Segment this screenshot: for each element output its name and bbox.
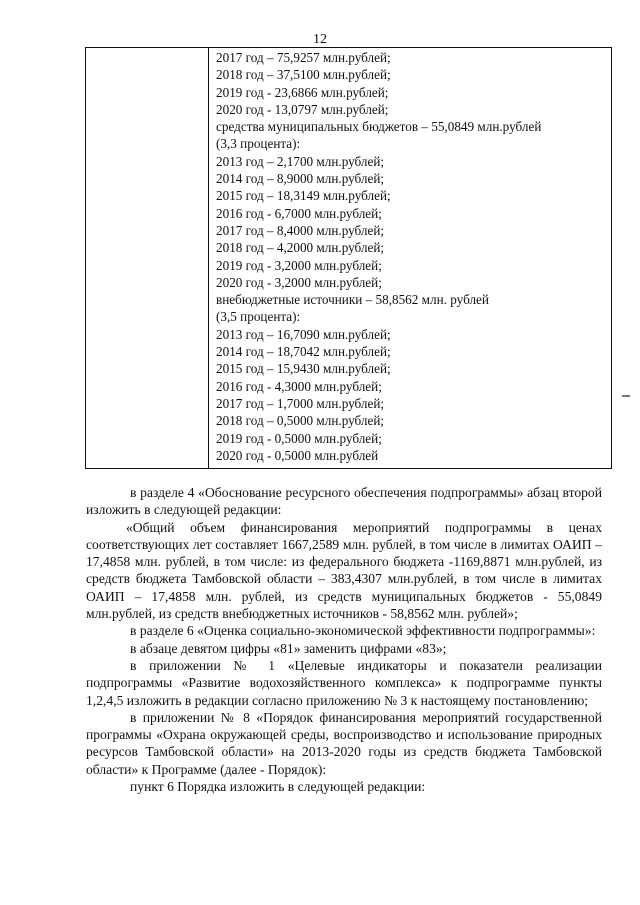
table-line: 2017 год – 1,7000 млн.рублей; [216, 395, 385, 411]
table-line: 2019 год - 0,5000 млн.рублей; [216, 430, 382, 446]
table-line: 2018 год – 4,2000 млн.рублей; [216, 240, 385, 256]
table-line: 2015 год – 18,3149 млн.рублей; [216, 188, 391, 204]
paragraph-appendix-1: в приложении № 1 «Целевые индикаторы и показатели реализации подпрограммы «Развитие водохозяйственного комплекса» к подпрограмме пункты 1,2,4,5 изложить в редакции согласно приложению № 3 к настоящему постановлению; [86, 657, 602, 708]
document-body [86, 484, 602, 795]
paragraph-appendix-8: в приложении № 8 «Порядок финансирования мероприятий государственной программы «Охрана окружающей среды, воспроизводство и использование природных ресурсов Тамбовской области» на 2013-2020 годы из средств бюджета Тамбовской области» к Программе (далее - Порядок): [86, 709, 602, 777]
table-line: 2019 год - 23,6866 млн.рублей; [216, 84, 389, 100]
table-line: (3,3 процента): [216, 136, 301, 152]
table-line: 2019 год - 3,2000 млн.рублей; [216, 257, 382, 273]
paragraph-point-6: пункт 6 Порядка изложить в следующей редакции: [130, 779, 426, 795]
funding-table [85, 47, 612, 469]
table-line: 2014 год – 18,7042 млн.рублей; [216, 344, 391, 360]
table-column-divider [208, 48, 209, 468]
page-number: 12 [313, 32, 327, 47]
table-line: 2013 год – 2,1700 млн.рублей; [216, 153, 385, 169]
paragraph-section-4: в разделе 4 «Обоснование ресурсного обеспечения подпрограммы» абзац второй изложить в следующей редакции: [86, 485, 602, 518]
paragraph-section-6: в разделе 6 «Оценка социально-экономической эффективности подпрограммы»: [130, 623, 596, 639]
table-line: 2016 год - 6,7000 млн.рублей; [216, 205, 382, 221]
paragraph-ninth-abzac: в абзаце девятом цифры «81» заменить цифрами «83»; [130, 640, 447, 656]
table-line: (3,5 процента): [216, 309, 301, 325]
table-line: 2020 год - 13,0797 млн.рублей; [216, 101, 389, 117]
table-line: 2017 год – 8,4000 млн.рублей; [216, 222, 385, 238]
table-right-cell [216, 49, 608, 464]
table-line: внебюджетные источники – 58,8562 млн. рублей [216, 292, 489, 308]
table-line: средства муниципальных бюджетов – 55,0849 млн.рублей [216, 119, 542, 135]
table-line: 2016 год - 4,3000 млн.рублей; [216, 378, 382, 394]
table-line: 2013 год – 16,7090 млн.рублей; [216, 326, 391, 342]
table-line: 2020 год - 3,2000 млн.рублей; [216, 274, 382, 290]
table-line: 2014 год – 8,9000 млн.рублей; [216, 171, 385, 187]
table-line: 2020 год - 0,5000 млн.рублей [216, 447, 379, 463]
paragraph-funding-quote: «Общий объем финансирования мероприятий подпрограммы в ценах соответствующих лет составляет 1667,2589 млн. рублей, в том числе в лимитах ОАИП – 17,4858 млн. рублей, в том числе: из федерального бюджета -1169,8871 млн.рублей, из средств бюджета Тамбовской области – 383,4307 млн.рублей, в том числе в лимитах ОАИП – 17,4858 млн. рублей, из средств муниципальных бюджетов - 55,0849 млн.рублей, из средств внебюджетных источников - 58,8562 млн. рублей»; [86, 519, 602, 622]
table-line: 2015 год – 15,9430 млн.рублей; [216, 361, 391, 377]
scan-artifact-mark [622, 395, 630, 397]
table-line: 2018 год – 37,5100 млн.рублей; [216, 67, 391, 83]
table-line: 2017 год – 75,9257 млн.рублей; [216, 50, 391, 65]
table-line: 2018 год – 0,5000 млн.рублей; [216, 413, 385, 429]
